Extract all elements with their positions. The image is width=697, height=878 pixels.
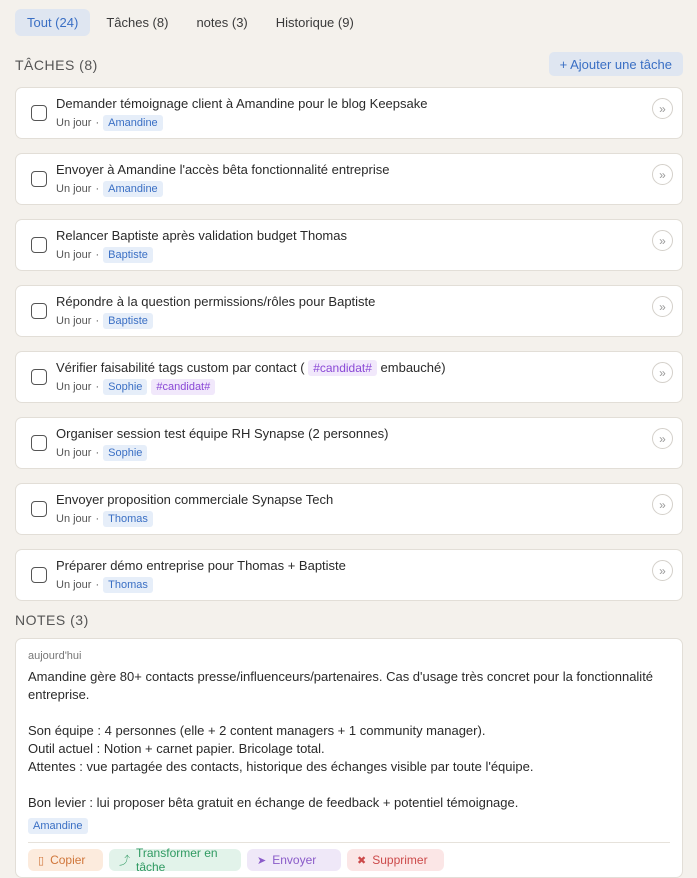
tab-tasks[interactable]: Tâches (8) bbox=[106, 15, 169, 30]
task-title bbox=[56, 360, 446, 376]
send-label: Envoyer bbox=[272, 853, 317, 867]
task-meta bbox=[56, 445, 147, 461]
person-chip[interactable]: Amandine bbox=[103, 115, 163, 131]
add-task-button[interactable]: + Ajouter une tâche bbox=[549, 52, 683, 76]
task-item[interactable] bbox=[15, 351, 683, 403]
task-title: Préparer démo entreprise pour Thomas + Baptiste bbox=[56, 558, 346, 573]
notes-section-title: NOTES (3) bbox=[15, 612, 89, 628]
open-task-icon[interactable]: » bbox=[652, 98, 673, 119]
task-due: Un jour bbox=[56, 447, 92, 459]
task-checkbox[interactable] bbox=[31, 303, 47, 319]
task-due: Un jour bbox=[56, 183, 92, 195]
task-item[interactable] bbox=[15, 87, 683, 139]
task-title: Répondre à la question permissions/rôles pour Baptiste bbox=[56, 294, 376, 309]
filter-tabs bbox=[15, 9, 366, 36]
task-meta bbox=[56, 181, 163, 197]
task-meta bbox=[56, 115, 163, 131]
meta-separator: · bbox=[95, 117, 100, 129]
meta-separator: · bbox=[95, 513, 100, 525]
meta-separator: · bbox=[95, 447, 100, 459]
open-task-icon[interactable]: » bbox=[652, 428, 673, 449]
open-task-icon[interactable]: » bbox=[652, 494, 673, 515]
copy-icon: ▯ bbox=[38, 854, 45, 867]
task-checkbox[interactable] bbox=[31, 105, 47, 121]
task-meta bbox=[56, 313, 153, 329]
meta-separator: · bbox=[95, 381, 100, 393]
task-due: Un jour bbox=[56, 513, 92, 525]
note-line bbox=[28, 704, 668, 722]
meta-separator: · bbox=[95, 579, 100, 591]
task-due: Un jour bbox=[56, 249, 92, 261]
task-due: Un jour bbox=[56, 117, 92, 129]
convert-label: Transformer en tâche bbox=[136, 846, 218, 874]
copy-button[interactable] bbox=[28, 849, 103, 871]
task-item[interactable] bbox=[15, 285, 683, 337]
tag-chip[interactable]: #candidat# bbox=[151, 379, 215, 395]
convert-to-task-button[interactable] bbox=[109, 846, 241, 874]
meta-separator: · bbox=[95, 249, 100, 261]
note-line bbox=[28, 776, 668, 794]
task-item[interactable] bbox=[15, 219, 683, 271]
task-due: Un jour bbox=[56, 579, 92, 591]
task-item[interactable] bbox=[15, 549, 683, 601]
person-chip[interactable]: Baptiste bbox=[103, 313, 153, 329]
note-card[interactable] bbox=[15, 638, 683, 878]
note-line: Son équipe : 4 personnes (elle + 2 content managers + 1 community manager). bbox=[28, 723, 486, 738]
open-task-icon[interactable]: » bbox=[652, 296, 673, 317]
task-checkbox[interactable] bbox=[31, 369, 47, 385]
convert-icon: ⤴ bbox=[119, 855, 130, 867]
open-task-icon[interactable]: » bbox=[652, 230, 673, 251]
open-task-icon[interactable]: » bbox=[652, 164, 673, 185]
note-date: aujourd'hui bbox=[28, 650, 82, 662]
tasks-section-title: TÂCHES (8) bbox=[15, 57, 98, 73]
person-chip[interactable]: Sophie bbox=[103, 379, 147, 395]
tab-history[interactable]: Historique (9) bbox=[275, 15, 354, 30]
note-line: Bon levier : lui proposer bêta gratuit en échange de feedback + potentiel témoignage. bbox=[28, 795, 519, 810]
task-checkbox[interactable] bbox=[31, 237, 47, 253]
task-meta bbox=[56, 247, 153, 263]
note-divider bbox=[28, 842, 670, 843]
task-meta bbox=[56, 511, 153, 527]
task-due: Un jour bbox=[56, 315, 92, 327]
person-chip[interactable]: Sophie bbox=[103, 445, 147, 461]
person-chip[interactable]: Amandine bbox=[103, 181, 163, 197]
tab-notes[interactable]: notes (3) bbox=[196, 15, 248, 30]
meta-separator: · bbox=[95, 315, 100, 327]
task-item[interactable] bbox=[15, 417, 683, 469]
note-body bbox=[28, 668, 668, 812]
tab-all[interactable]: Tout (24) bbox=[15, 9, 90, 36]
task-meta bbox=[56, 379, 215, 395]
delete-button[interactable] bbox=[347, 849, 444, 871]
person-chip[interactable]: Baptiste bbox=[103, 247, 153, 263]
note-actions bbox=[28, 846, 444, 874]
task-title-text: Vérifier faisabilité tags custom par contact ( bbox=[56, 360, 305, 375]
trash-icon: ✖ bbox=[357, 854, 367, 867]
inline-tag-chip[interactable]: #candidat# bbox=[308, 360, 377, 376]
person-chip[interactable]: Amandine bbox=[28, 818, 88, 834]
open-task-icon[interactable]: » bbox=[652, 560, 673, 581]
person-chip[interactable]: Thomas bbox=[103, 577, 153, 593]
task-meta bbox=[56, 577, 153, 593]
open-task-icon[interactable]: » bbox=[652, 362, 673, 383]
person-chip[interactable]: Thomas bbox=[103, 511, 153, 527]
task-checkbox[interactable] bbox=[31, 435, 47, 451]
task-checkbox[interactable] bbox=[31, 567, 47, 583]
send-icon: ➤ bbox=[257, 854, 267, 867]
note-line: Amandine gère 80+ contacts presse/influenceurs/partenaires. Cas d'usage très concret pour la fonctionnalité entreprise. bbox=[28, 669, 654, 702]
note-line: Attentes : vue partagée des contacts, historique des échanges visible par toute l'équipe. bbox=[28, 759, 534, 774]
task-title: Demander témoignage client à Amandine pour le blog Keepsake bbox=[56, 96, 428, 111]
task-title: Organiser session test équipe RH Synapse (2 personnes) bbox=[56, 426, 389, 441]
task-item[interactable] bbox=[15, 483, 683, 535]
meta-separator: · bbox=[95, 183, 100, 195]
task-checkbox[interactable] bbox=[31, 501, 47, 517]
task-title-text: embauché) bbox=[380, 360, 446, 375]
task-title: Relancer Baptiste après validation budget Thomas bbox=[56, 228, 347, 243]
note-line: Outil actuel : Notion + carnet papier. Bricolage total. bbox=[28, 741, 325, 756]
task-due: Un jour bbox=[56, 381, 92, 393]
delete-label: Supprimer bbox=[372, 853, 428, 867]
task-checkbox[interactable] bbox=[31, 171, 47, 187]
task-item[interactable] bbox=[15, 153, 683, 205]
copy-label: Copier bbox=[50, 853, 86, 867]
send-button[interactable] bbox=[247, 849, 341, 871]
task-title: Envoyer proposition commerciale Synapse Tech bbox=[56, 492, 334, 507]
task-title: Envoyer à Amandine l'accès bêta fonctionnalité entreprise bbox=[56, 162, 390, 177]
